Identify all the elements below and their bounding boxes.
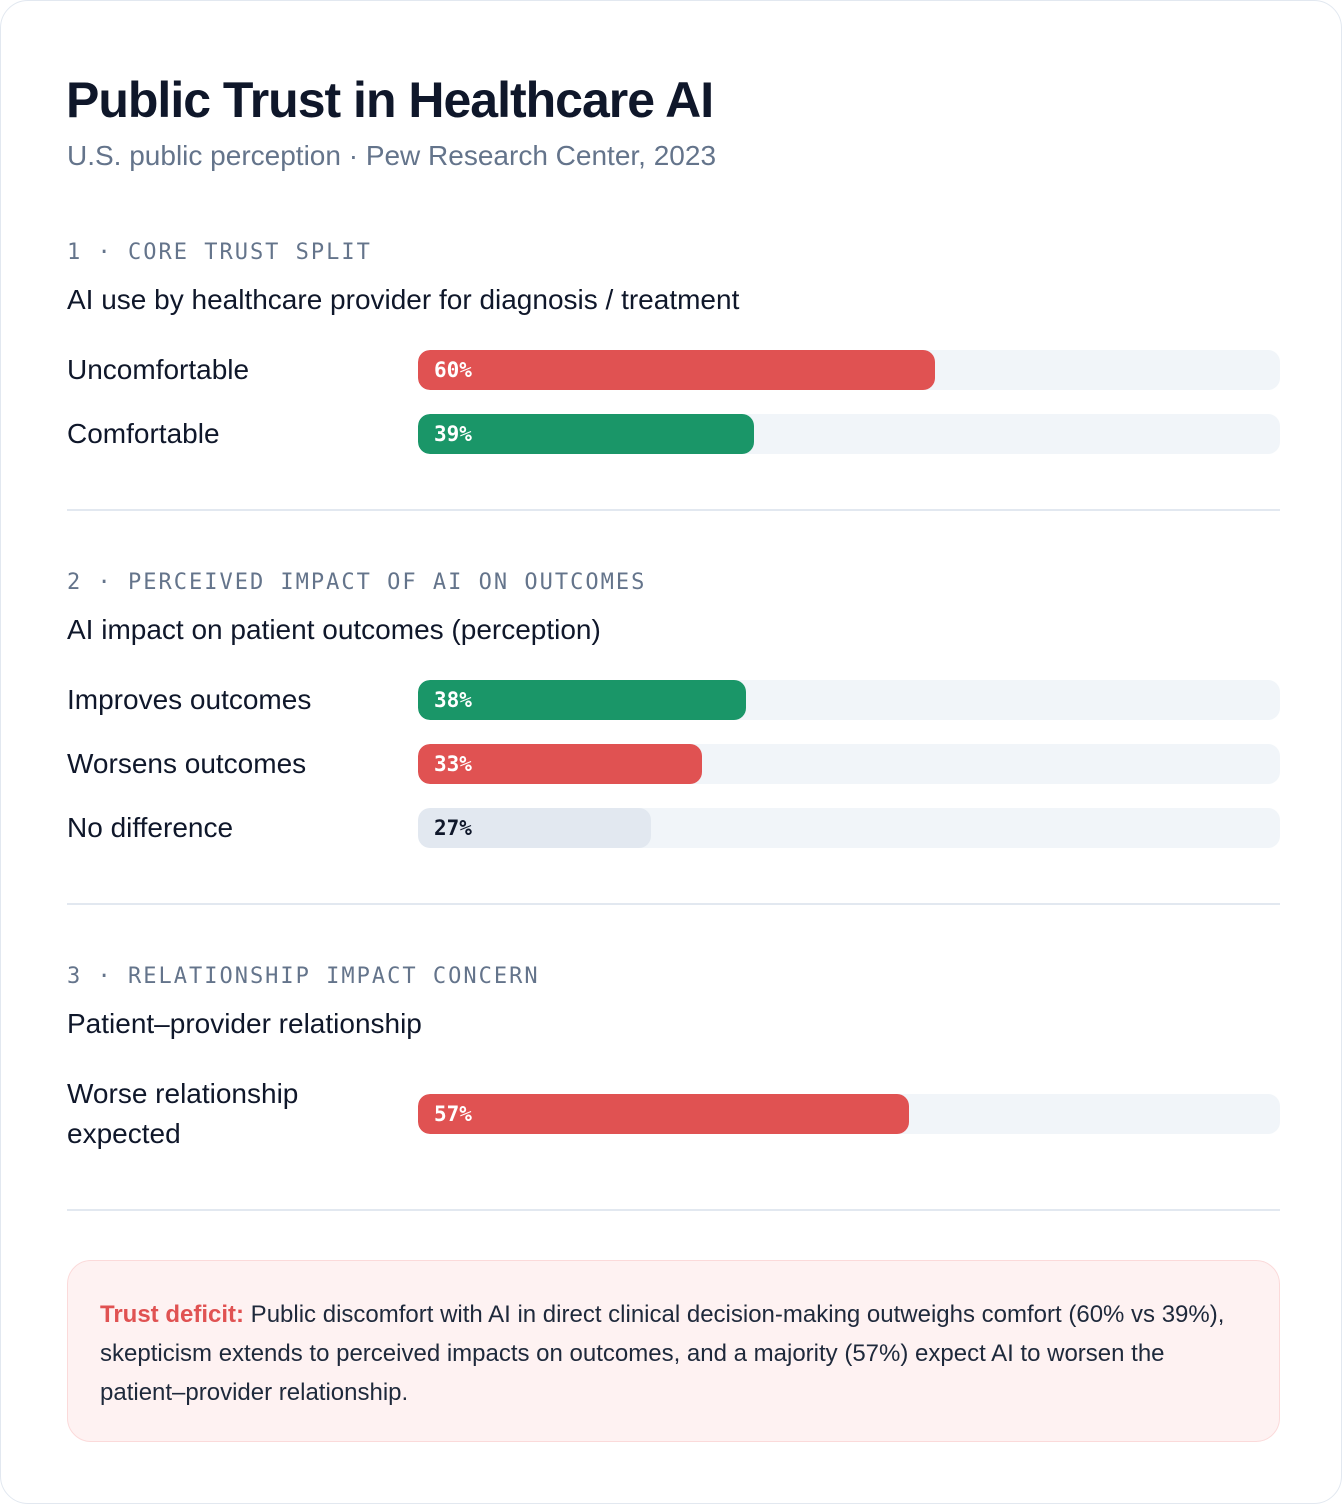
section-title: AI impact on patient outcomes (perception) <box>67 614 601 645</box>
section-divider <box>67 509 1280 511</box>
section-divider <box>67 903 1280 905</box>
bar-fill <box>418 350 935 390</box>
bar-track <box>418 350 1280 390</box>
bar-track <box>418 808 1280 848</box>
bar-label: Worse relationship expected <box>67 1078 299 1149</box>
bar-value-label: 33% <box>434 752 472 776</box>
bar-fill <box>418 680 746 720</box>
bar-label: Comfortable <box>67 418 220 449</box>
bar-label: Improves outcomes <box>67 684 312 715</box>
callout-text: Public discomfort with AI in direct clinical decision-making outweighs comfort (60% vs 39%), skepticism extends to perceived impacts on outcomes, and a majority (57%) expect AI to worsen the patient–provider relationship. <box>100 1301 1225 1406</box>
bar-fill <box>418 1094 909 1134</box>
section-divider <box>67 1209 1280 1211</box>
section-title: Patient–provider relationship <box>67 1008 422 1039</box>
page-title: Public Trust in Healthcare AI <box>66 72 714 128</box>
bar-track <box>418 680 1280 720</box>
bar-value-label: 27% <box>434 816 472 840</box>
section-label: 2 · PERCEIVED IMPACT OF AI ON OUTCOMES <box>67 570 647 595</box>
section-label: 1 · CORE TRUST SPLIT <box>67 240 372 265</box>
callout-lead: Trust deficit: <box>100 1301 245 1328</box>
bar-label: No difference <box>67 812 234 843</box>
bar-value-label: 38% <box>434 688 472 712</box>
bar-label: Worsens outcomes <box>67 748 307 779</box>
section-title: AI use by healthcare provider for diagnosis / treatment <box>67 284 740 315</box>
bar-value-label: 39% <box>434 422 472 446</box>
insight-callout <box>67 1260 1280 1442</box>
bar-label: Uncomfortable <box>67 354 250 385</box>
bar-fill <box>418 414 754 454</box>
bar-value-label: 57% <box>434 1102 472 1126</box>
bar-track <box>418 1094 1280 1134</box>
section-label: 3 · RELATIONSHIP IMPACT CONCERN <box>67 964 540 989</box>
bar-value-label: 60% <box>434 358 472 382</box>
bar-track <box>418 414 1280 454</box>
bar-fill <box>418 808 651 848</box>
bar-fill <box>418 744 702 784</box>
bar-track <box>418 744 1280 784</box>
page-subtitle: U.S. public perception · Pew Research Center, 2023 <box>67 140 717 171</box>
